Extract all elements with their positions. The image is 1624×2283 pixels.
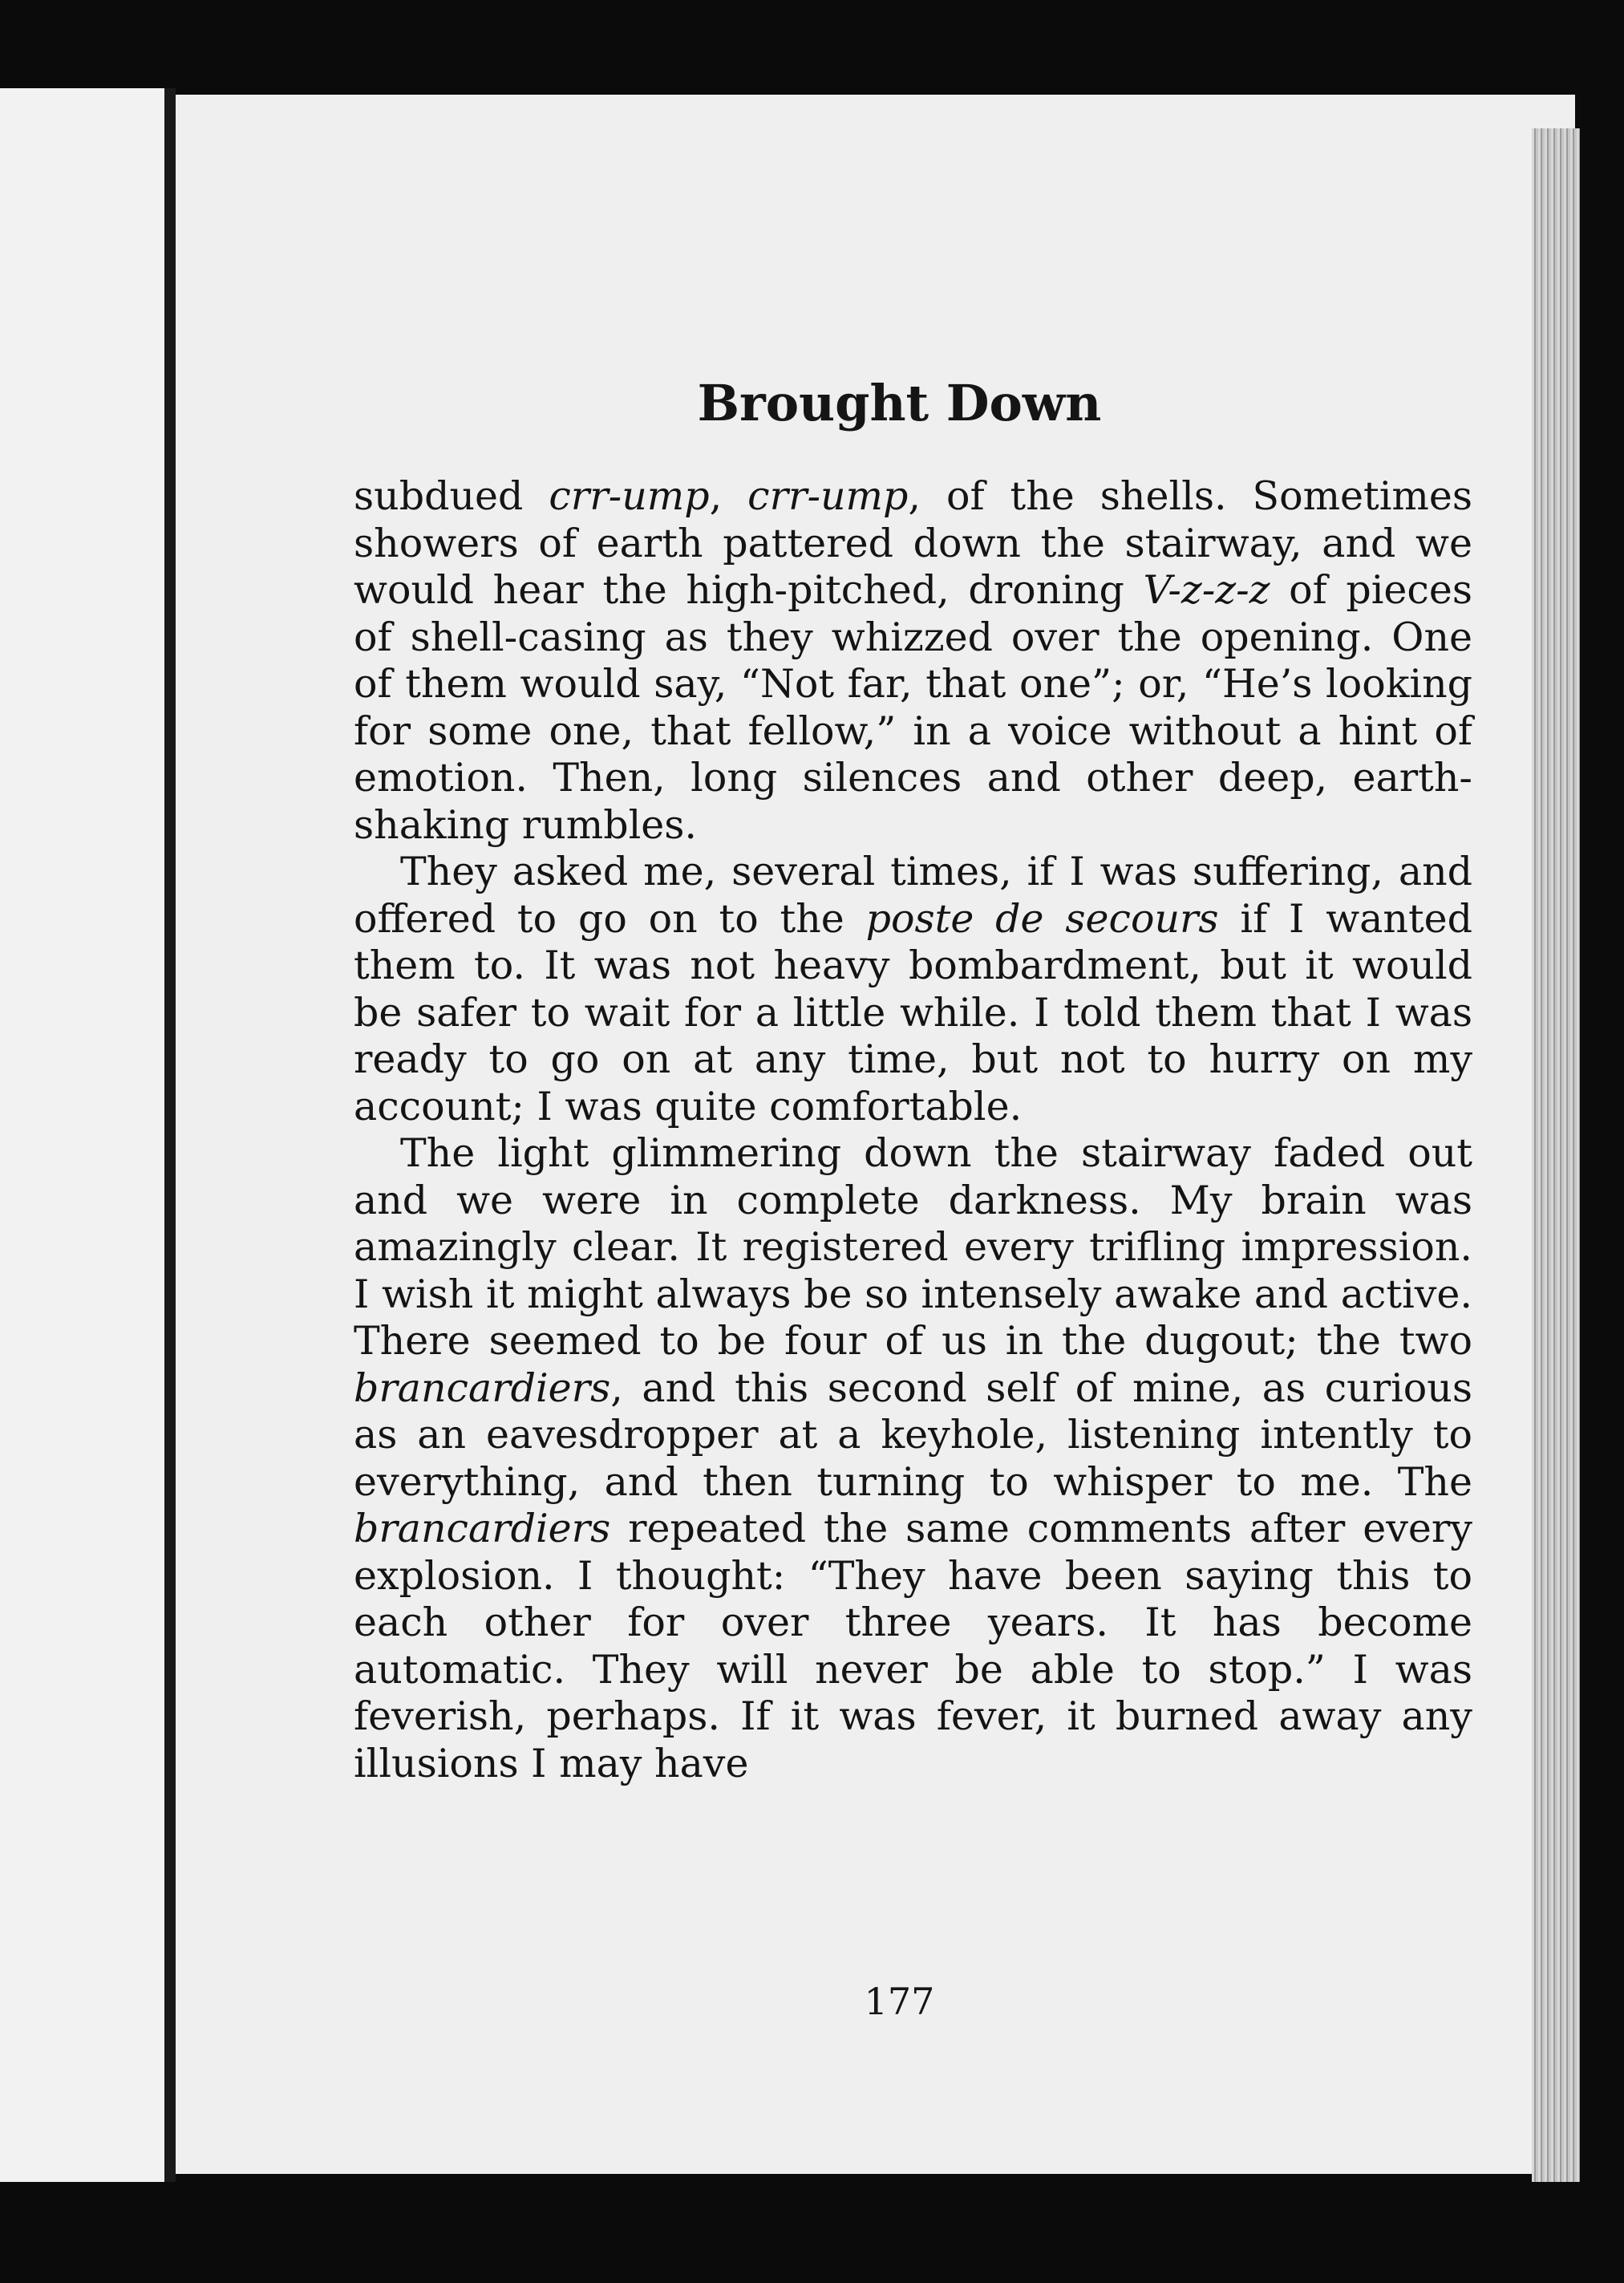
italic-run: brancardiers <box>354 1365 611 1411</box>
book-page <box>176 95 1575 2174</box>
page-edges <box>1532 128 1580 2182</box>
text-run: subdued <box>354 473 549 519</box>
facing-page-edge <box>0 88 164 2182</box>
italic-run: brancardiers <box>354 1506 611 1551</box>
book-gutter <box>164 88 176 2182</box>
text-run: repeated the same comments after every explosion. I thought: “They have been saying this to each other for over three years. It has become automatic. They will never be able to stop.” I was feverish, perhaps. If it was fever, it burned away any illusions I may have <box>354 1506 1472 1786</box>
text-run: , <box>709 473 748 519</box>
paragraph <box>354 1130 1472 1787</box>
text-run: of pieces of shell-casing as they whizzed over the opening. One of them would say, “Not far, that one”; or, “He’s looking for some one, that fellow,” in a voice without a hint of emotion. Then, long silences and other deep, earth-shaking rumbles. <box>354 567 1472 848</box>
italic-run: poste de secours <box>865 895 1219 942</box>
paragraph <box>354 473 1472 849</box>
text-run: , and this second self of mine, as curious as an eavesdropper at a keyhole, listening intently to everything, and then turning to whisper to me. The <box>354 1365 1472 1505</box>
text-run: They asked me, several times, if I was suffering, and offered to go on to the <box>354 849 1472 942</box>
text-run: if I wanted them to. It was not heavy bombardment, but it would be safer to wait for a little while. I told them that I was ready to go on at any time, but not to hurry on my account; I was quite comfortable. <box>354 895 1473 1129</box>
italic-run: crr-ump <box>549 473 710 519</box>
text-run: , of the shells. Sometimes showers of earth pattered down the stairway, and we would hear the high-pitched, droning <box>354 473 1473 613</box>
page-number: 177 <box>864 1980 935 2023</box>
text-run: The light glimmering down the stairway faded out and we were in complete darkness. My brain was amazingly clear. It registered every trifling impression. I wish it might always be so intensely awake and active. There seemed to be four of us in the dugout; the two <box>354 1130 1472 1364</box>
italic-run: V-z-z-z <box>1143 567 1270 613</box>
body-text <box>354 473 1472 1787</box>
paragraph <box>354 849 1472 1130</box>
running-head: Brought Down <box>697 374 1102 432</box>
italic-run: crr-ump <box>747 473 909 519</box>
